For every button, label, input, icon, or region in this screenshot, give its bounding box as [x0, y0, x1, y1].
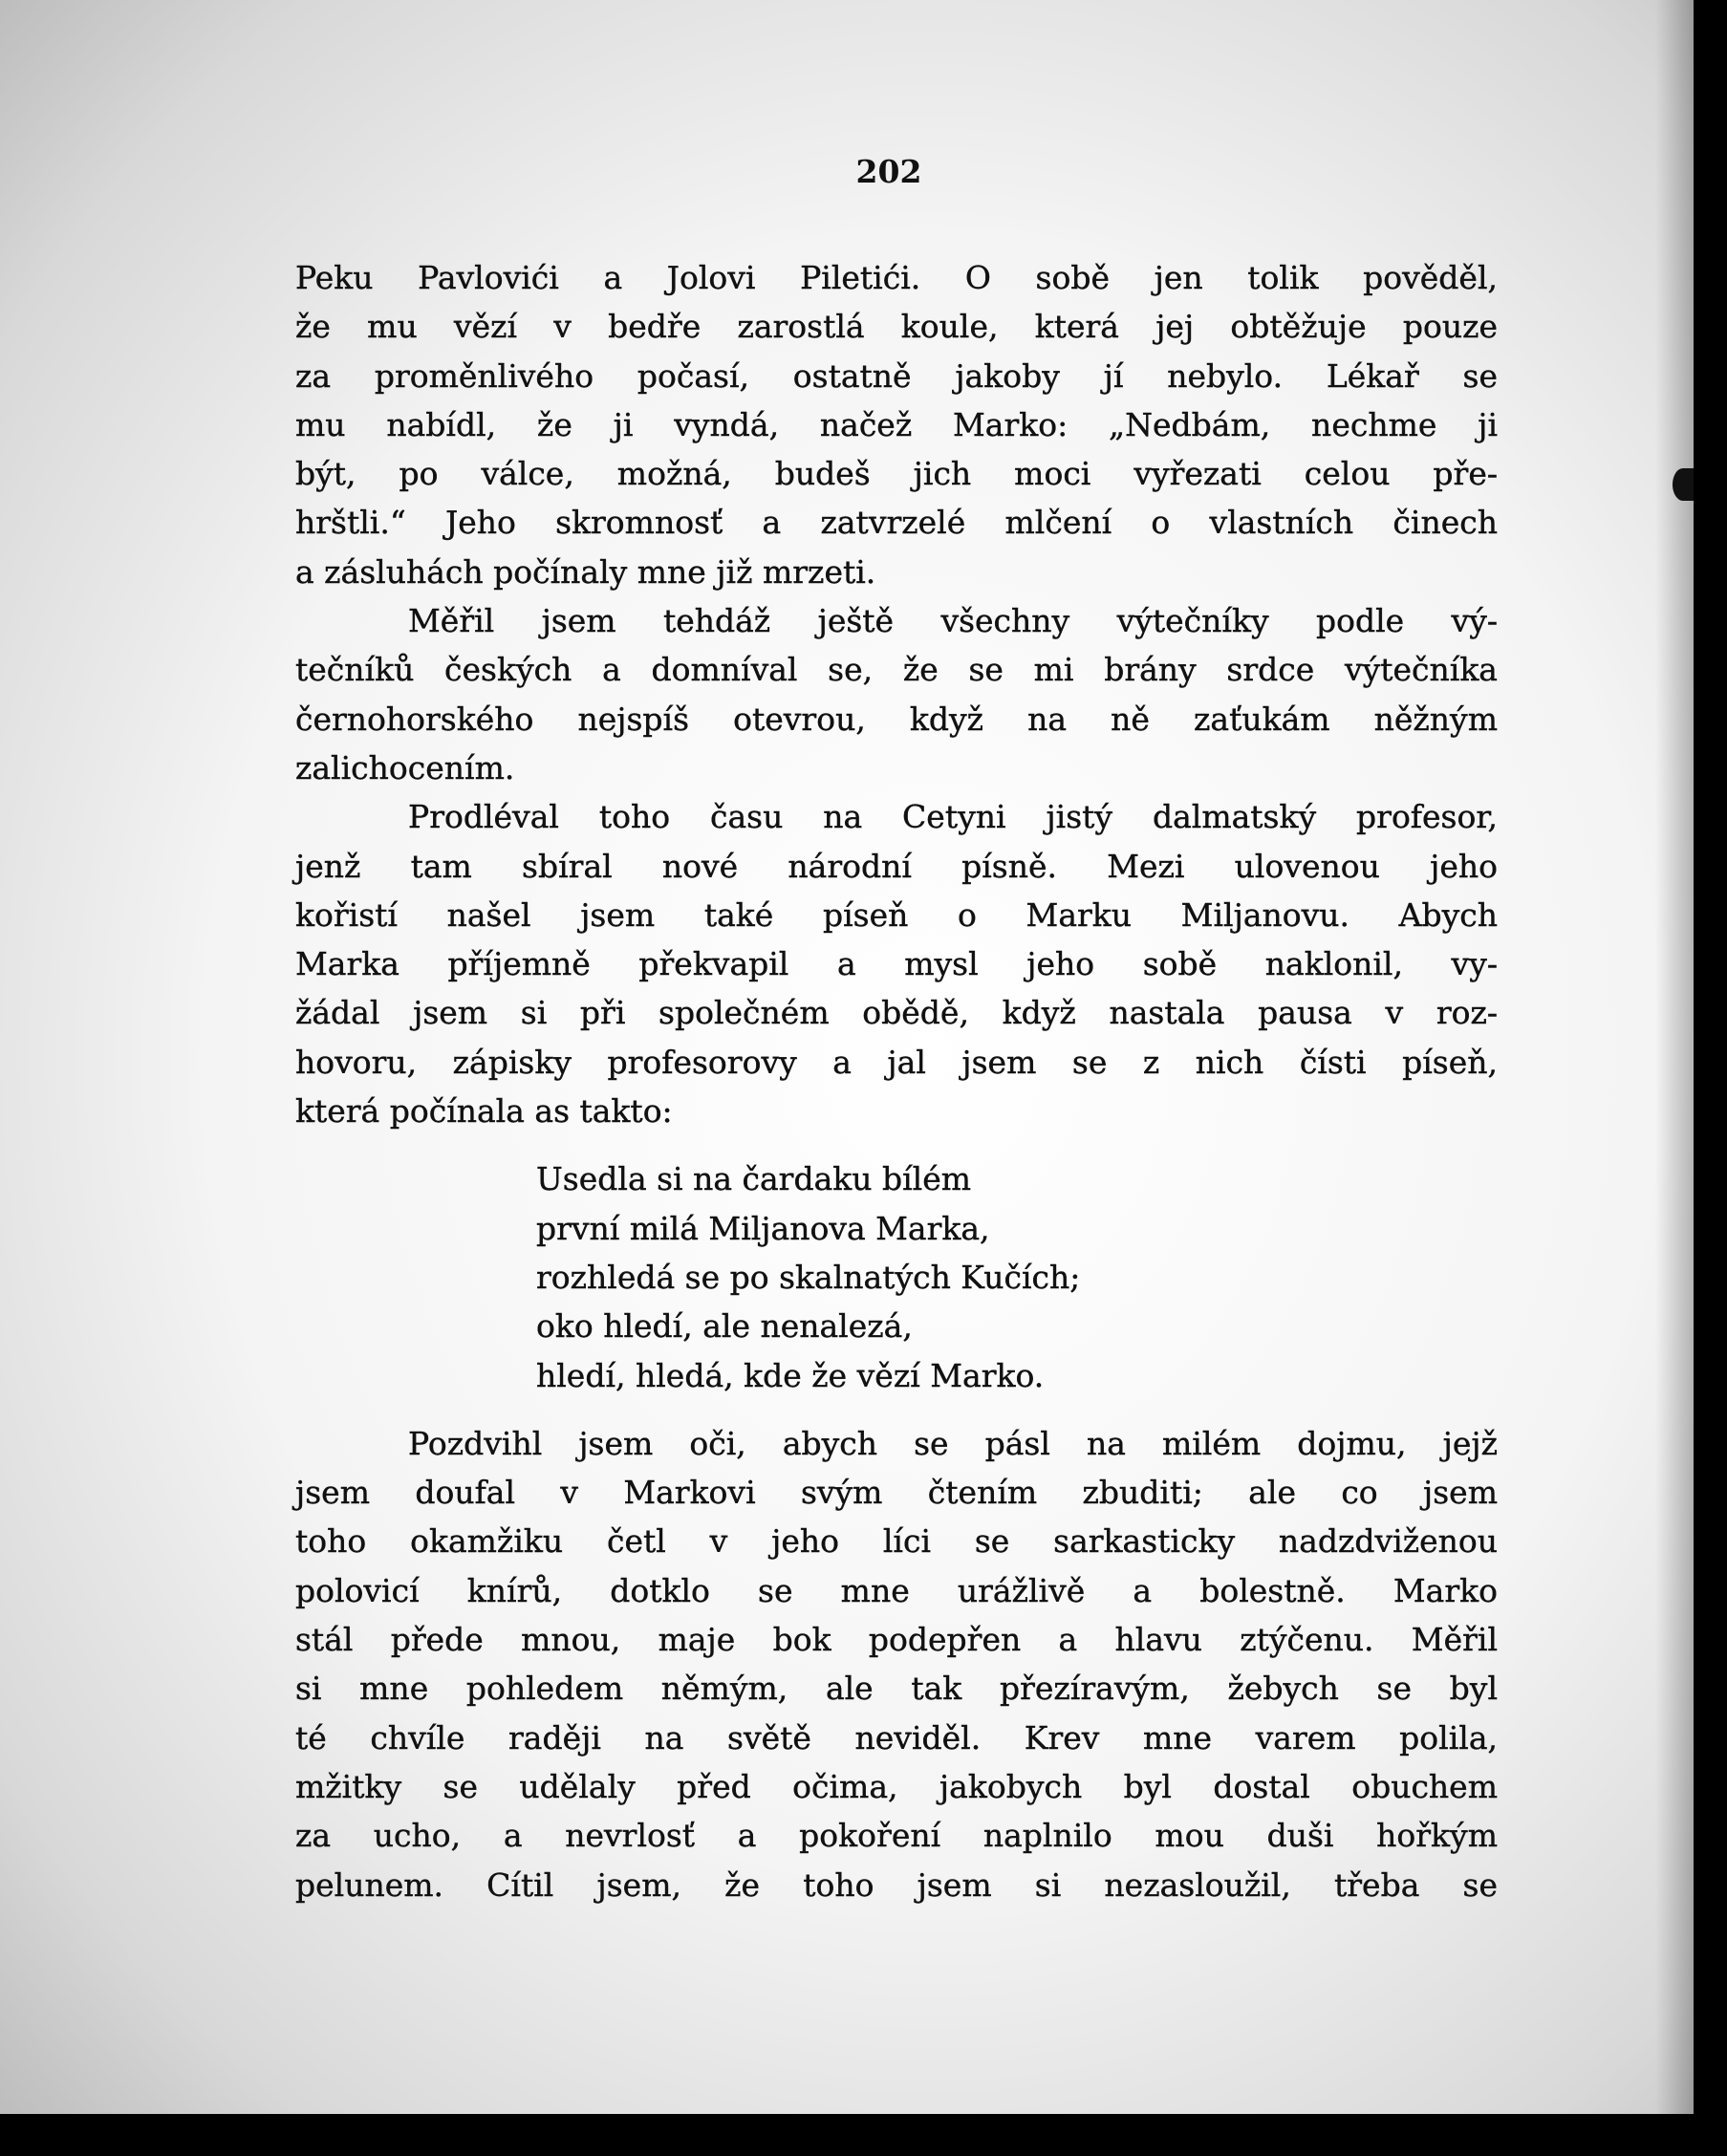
poem-line: rozhledá se po skalnatých Kučích; [536, 1258, 1081, 1296]
text-line: žádal jsem si při společném obědě, když nastala pausa v roz- [295, 994, 1498, 1032]
poem-line: oko hledí, ale nenalezá, [536, 1307, 913, 1346]
text-line: mžitky se udělaly před očima, jakobych byl dostal obuchem [295, 1767, 1498, 1805]
text-line: černohorského nejspíš otevrou, když na ně zaťukám něžným [295, 700, 1498, 738]
text-line: tečníků českých a domníval se, že se mi brány srdce výtečníka [295, 651, 1498, 689]
text-line: polovicí knírů, dotklo se mne urážlivě a bolestně. Marko [295, 1571, 1498, 1609]
text-line: hrštli.“ Jeho skromnosť a zatvrzelé mlčení o vlastních činech [295, 504, 1498, 542]
text-line: Měřil jsem tehdáž ještě všechny výtečníky podle vý- [408, 602, 1498, 640]
binding-mark [1673, 468, 1694, 501]
text-line: mu nabídl, že ji vyndá, načež Marko: „Nedbám, nechme ji [295, 405, 1498, 443]
text-line: že mu vězí v bedře zarostlá koule, která jej obtěžuje pouze [295, 308, 1498, 346]
text-line: za ucho, a nevrlosť a pokoření naplnilo mou duši hořkým [295, 1817, 1498, 1855]
text-line: toho okamžiku četl v jeho líci se sarkasticky nadzdviženou [295, 1522, 1498, 1561]
poem-line: první milá Miljanova Marka, [536, 1209, 990, 1247]
text-line: té chvíle raději na světě neviděl. Krev mne varem polila, [295, 1718, 1498, 1757]
text-line: Pozdvihl jsem oči, abych se pásl na milém dojmu, jejž [408, 1424, 1498, 1462]
page-number: 202 [855, 153, 922, 190]
poem-line: Usedla si na čardaku bílém [536, 1160, 972, 1198]
poem [295, 1154, 1498, 1399]
text-line: stál přede mnou, maje bok podepřen a hlavu ztýčenu. Měřil [295, 1621, 1498, 1659]
text-line: Prodléval toho času na Cetyni jistý dalmatský profesor, [408, 798, 1498, 836]
text-line: si mne pohledem němým, ale tak přezíravým, žebych se byl [295, 1670, 1498, 1708]
page-edge-shadow [1655, 0, 1694, 2114]
text-line: za proměnlivého počasí, ostatně jakoby jí nebylo. Lékař se [295, 356, 1498, 395]
text-line: být, po válce, možná, budeš jich moci vyřezati celou pře- [295, 455, 1498, 493]
text-line: a zásluhách počínaly mne již mrzeti. [295, 552, 876, 591]
text-line: jsem doufal v Markovi svým čtením zbuditi; ale co jsem [295, 1474, 1498, 1512]
text-line: která počínala as takto: [295, 1092, 673, 1131]
text-line: zalichocením. [295, 748, 515, 787]
text-line: Marka příjemně překvapil a mysl jeho sobě naklonil, vy- [295, 945, 1498, 983]
body-text [295, 253, 1498, 1909]
poem-line: hledí, hledá, kde že vězí Marko. [536, 1356, 1045, 1394]
text-line: Peku Pavlovići a Jolovi Piletići. O sobě jen tolik pověděl, [295, 259, 1498, 296]
text-line: hovoru, zápisky profesorovy a jal jsem se z nich čísti píseň, [295, 1043, 1498, 1081]
text-line: jenž tam sbíral nové národní písně. Mezi ulovenou jeho [295, 847, 1498, 885]
text-line: pelunem. Cítil jsem, že toho jsem si nezasloužil, třeba se [295, 1865, 1498, 1904]
text-line: kořistí našel jsem také píseň o Marku Miljanovu. Abych [295, 895, 1498, 934]
